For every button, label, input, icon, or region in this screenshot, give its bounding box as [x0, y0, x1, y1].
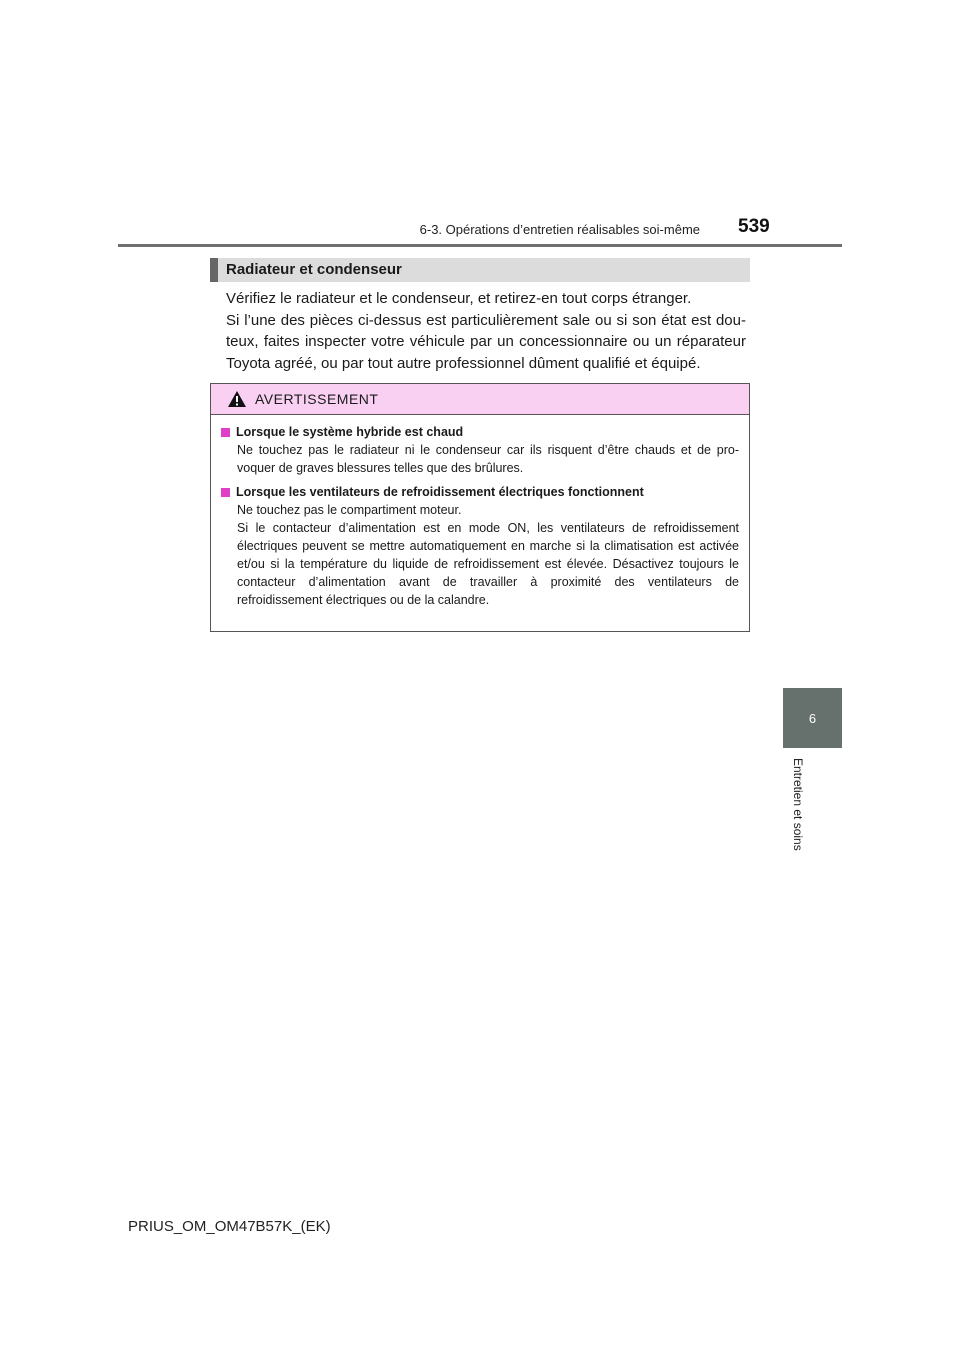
warning-line: Ne touchez pas le compartiment moteur.: [237, 503, 462, 517]
section-heading: Radiateur et condenseur: [210, 258, 750, 282]
warning-content: [211, 415, 749, 609]
chapter-number: 6: [808, 710, 817, 726]
warning-triangle-icon: [227, 390, 247, 408]
warning-item-title-text: Lorsque le système hybride est chaud: [236, 425, 464, 439]
header-divider: [118, 244, 842, 247]
warning-item-text: [237, 441, 739, 477]
header-section-title: 6-3. Opérations d’entretien réalisables soi-même: [419, 222, 700, 237]
warning-label: AVERTISSEMENT: [255, 391, 379, 407]
warning-line: Ne touchez pas le radiateur ni le condenseur car ils risquent d’être chauds et de pro-voquer de graves blessures telles que des brûlures.: [237, 443, 739, 475]
square-bullet-icon: [221, 488, 230, 497]
page-number: 539: [738, 216, 770, 237]
square-bullet-icon: [221, 428, 230, 437]
warning-header: [211, 384, 749, 415]
section-body: [226, 288, 746, 374]
chapter-tab: [783, 688, 842, 748]
body-paragraph: Si l’une des pièces ci-dessus est particulièrement sale ou si son état est dou-teux, faites inspecter votre véhicule par un concessionnaire ou un réparateur Toyota agréé, ou par tout autre professionnel dûment qualifié et équipé.: [226, 311, 746, 372]
warning-item-title-text: Lorsque les ventilateurs de refroidissement électriques fonctionnent: [236, 485, 644, 499]
body-paragraph: Vérifiez le radiateur et le condenseur, et retirez-en tout corps étranger.: [226, 290, 692, 307]
warning-line: Si le contacteur d’alimentation est en mode ON, les ventilateurs de refroidissement électriques peuvent se mettre automatiquement en marche si la climatisation est activée et/ou si la température du liquide de refroidissement est élevée. Désactivez toujours le contacteur d’alimentation avant de travailler à proximité des ventilateurs de refroidissement électriques ou de la calandre.: [237, 521, 739, 607]
warning-item-title: [221, 425, 739, 439]
warning-item-text: [237, 501, 739, 609]
warning-box: [210, 383, 750, 632]
chapter-side-label: Entretien et soins: [791, 758, 805, 851]
warning-item-title: [221, 485, 739, 499]
footer-document-code: PRIUS_OM_OM47B57K_(EK): [128, 1218, 331, 1235]
